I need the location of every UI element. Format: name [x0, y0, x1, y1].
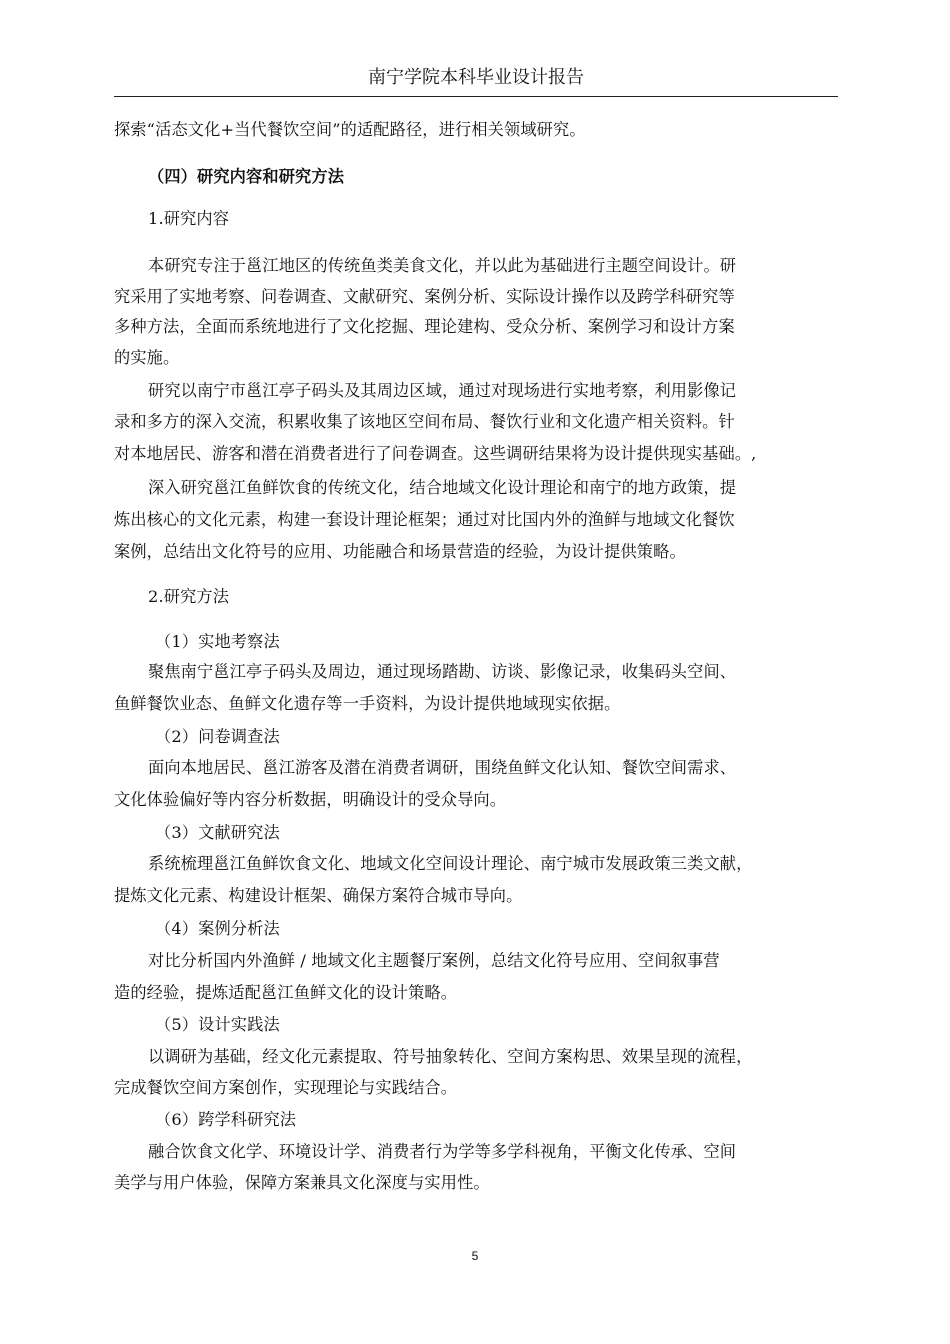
method-heading: （1）实地考察法: [155, 632, 280, 651]
section-heading: （四）研究内容和研究方法: [148, 167, 345, 186]
body-line: 案例，总结出文化符号的应用、功能融合和场景营造的经验，为设计提供策略。: [114, 542, 686, 561]
body-line: 录和多方的深入交流，积累收集了该地区空间布局、餐饮行业和文化遗产相关资料。针: [114, 412, 735, 431]
body-line: 炼出核心的文化元素，构建一套设计理论框架；通过对比国内外的渔鲜与地域文化餐饮: [114, 510, 735, 529]
body-line: 文化体验偏好等内容分析数据，明确设计的受众导向。: [114, 790, 507, 809]
body-line: 系统梳理邕江鱼鲜饮食文化、地域文化空间设计理论、南宁城市发展政策三类文献，: [148, 854, 753, 873]
body-line: 美学与用户体验，保障方案兼具文化深度与实用性。: [114, 1173, 490, 1192]
page-number: 5: [471, 1249, 479, 1263]
method-heading: （4）案例分析法: [155, 919, 280, 938]
page-header-title: 南宁学院本科毕业设计报告: [368, 67, 584, 88]
body-line: 造的经验，提炼适配邕江鱼鲜文化的设计策略。: [114, 983, 458, 1002]
body-line: 究采用了实地考察、问卷调查、文献研究、案例分析、实际设计操作以及跨学科研究等: [114, 287, 735, 306]
body-line: 探索“活态文化+当代餐饮空间”的适配路径，进行相关领域研究。: [114, 120, 586, 139]
body-line: 完成餐饮空间方案创作，实现理论与实践结合。: [114, 1078, 458, 1097]
body-line: 的实施。: [114, 348, 180, 367]
method-heading: （6）跨学科研究法: [155, 1110, 297, 1129]
body-line: 面向本地居民、邕江游客及潜在消费者调研，围绕鱼鲜文化认知、餐饮空间需求、: [148, 758, 737, 777]
method-heading: （5）设计实践法: [155, 1015, 280, 1034]
body-line: 聚焦南宁邕江亭子码头及周边，通过现场踏勘、访谈、影像记录，收集码头空间、: [148, 662, 737, 681]
body-line: 提炼文化元素、构建设计框架、确保方案符合城市导向。: [114, 886, 523, 905]
body-line: 鱼鲜餐饮业态、鱼鲜文化遗存等一手资料，为设计提供地域现实依据。: [114, 694, 621, 713]
header-rule: [114, 96, 838, 97]
method-heading: （2）问卷调查法: [155, 727, 280, 746]
subsection-heading: 1.研究内容: [148, 209, 230, 228]
method-heading: （3）文献研究法: [155, 823, 280, 842]
body-line: 深入研究邕江鱼鲜饮食的传统文化，结合地域文化设计理论和南宁的地方政策，提: [148, 478, 737, 497]
body-line: 融合饮食文化学、环境设计学、消费者行为学等多学科视角，平衡文化传承、空间: [148, 1142, 737, 1161]
body-line: 对本地居民、游客和潜在消费者进行了问卷调查。这些调研结果将为设计提供现实基础。,: [114, 444, 757, 463]
body-line: 研究以南宁市邕江亭子码头及其周边区域，通过对现场进行实地考察，利用影像记: [148, 381, 737, 400]
subsection-heading: 2.研究方法: [148, 587, 230, 606]
body-line: 以调研为基础，经文化元素提取、符号抽象转化、空间方案构思、效果呈现的流程，: [148, 1047, 753, 1066]
body-line: 本研究专注于邕江地区的传统鱼类美食文化，并以此为基础进行主题空间设计。研: [148, 256, 737, 275]
body-line: 多种方法，全面而系统地进行了文化挖掘、理论建构、受众分析、案例学习和设计方案: [114, 317, 735, 336]
body-line: 对比分析国内外渔鲜 / 地域文化主题餐厅案例，总结文化符号应用、空间叙事营: [148, 951, 720, 970]
